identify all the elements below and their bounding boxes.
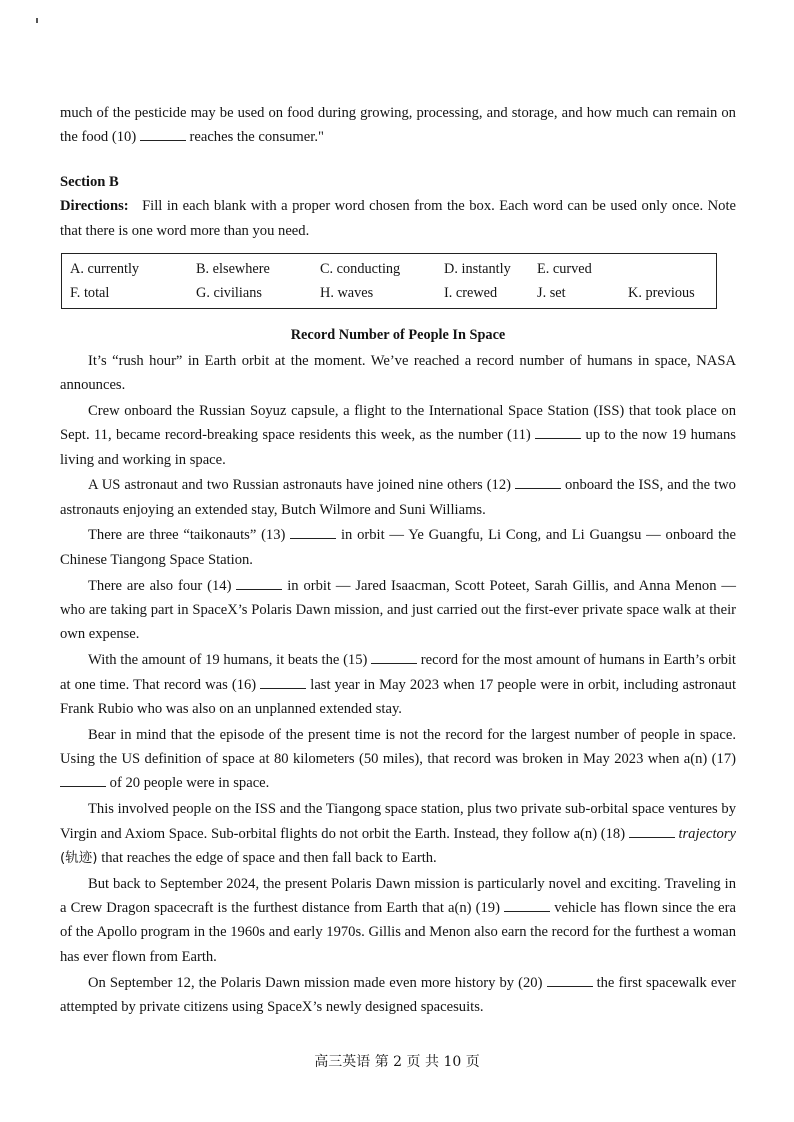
word-box-row-2	[70, 281, 716, 305]
section-title: Section B	[60, 173, 119, 190]
paragraph-4	[60, 523, 736, 572]
word-option: K. previous	[628, 285, 695, 302]
page-footer: 高三英语 第 2 页 共 10 页	[314, 1054, 480, 1070]
directions-label: Directions:	[60, 198, 129, 215]
passage-title: Record Number of People In Space	[290, 327, 506, 344]
paragraph-3-text-a: A US astronaut and two Russian astronauts have joined nine others (12)	[88, 477, 512, 494]
paragraph-9-text-a: But back to September 2024, the present Polaris Dawn mission is particularly novel and exciting. Traveling in a Crew Dragon spacecraft is the furthest distance from Earth that a(n) (19)	[60, 875, 736, 917]
paragraph-3	[60, 473, 736, 522]
paragraph-9-text-b: vehicle has flown since the era of the Apollo program in the 1960s and early 1970s. Gillis and Menon also earn the record for the furthest a woman has ever flown from Earth.	[60, 900, 737, 965]
continuation-line-2: remain on the food (10)	[60, 105, 736, 146]
paragraph-7-text-b: of 20 people were in space.	[109, 775, 270, 792]
paragraph-8	[60, 797, 736, 870]
word-option: G. civilians	[196, 285, 262, 302]
continuation-line-1: much of the pesticide may be used on food during growing, processing, and storage, and how much can	[60, 105, 673, 121]
paragraph-8-text-a: This involved people on the ISS and the Tiangong space station, plus two private sub-orbital space ventures by Virgin and Axiom Space. Sub-orbital flights do not orbit the Earth. Instead, they follow a(n) (18)	[60, 801, 736, 842]
word-option: E. curved	[537, 261, 592, 278]
blank-17[interactable]	[60, 772, 106, 787]
paragraph-3-text-b: onboard the ISS, and the two astronauts enjoying an extended stay, Butch Wilmore and Suni Williams.	[60, 477, 736, 518]
blank-11[interactable]	[535, 424, 581, 439]
blank-13[interactable]	[290, 524, 336, 539]
paragraph-1: It’s “rush hour” in Earth orbit at the moment. We’ve reached a record number of humans in space, NASA announces.	[60, 352, 736, 394]
directions-text: Fill in each blank with a proper word chosen from the box. Each word can be used only once. Note that there is one word more than you need.	[60, 198, 736, 239]
paragraph-4-text-b: in orbit — Ye Guangfu, Li Cong, and Li Guangsu — onboard the Chinese Tiangong Space Station.	[60, 527, 736, 568]
blank-10[interactable]	[140, 126, 186, 141]
term-trajectory: trajectory	[678, 825, 736, 842]
directions	[60, 194, 736, 243]
page-content	[60, 101, 736, 1019]
word-option: A. currently	[70, 261, 140, 278]
word-option: B. elsewhere	[196, 261, 270, 278]
word-option: D. instantly	[444, 261, 511, 278]
paragraph-6-text-a: With the amount of 19 humans, it beats the (15)	[88, 652, 368, 669]
word-option-empty	[628, 257, 726, 281]
word-option: C. conducting	[320, 261, 401, 278]
paragraph-10	[60, 971, 736, 1020]
paragraph-6-text-b: record for the most amount of humans in Earth’s orbit at one time. That record was (16)	[60, 652, 736, 693]
word-option: H. waves	[320, 285, 374, 302]
blank-19[interactable]	[504, 897, 550, 912]
paragraph-10-text-b: the first spacewalk ever attempted by private citizens using SpaceX’s newly designed spacesuits.	[60, 974, 736, 1015]
term-translation: (轨迹)	[60, 849, 98, 866]
paragraph-5-text-a: There are also four (14)	[88, 577, 232, 594]
continuation-line-2-end: reaches the consumer."	[189, 129, 324, 146]
paragraph-9	[60, 872, 736, 970]
paragraph-8-text-b: that reaches the edge of space and then fall back to Earth.	[101, 849, 437, 866]
paragraph-7	[60, 723, 736, 796]
blank-15[interactable]	[371, 649, 417, 664]
paragraph-5-text-b: in orbit — Jared Isaacman, Scott Poteet, Sarah Gillis, and Anna Menon — who are taking part in SpaceX’s Polaris Dawn mission, and just carried out the first-ever private space walk at their own expense.	[60, 577, 736, 643]
scan-mark	[36, 18, 38, 23]
paragraph-6	[60, 648, 736, 721]
word-option: F. total	[70, 285, 110, 302]
paragraph-2-text-b: up to the now 19 humans living and working in space.	[60, 427, 736, 468]
paragraph-10-text-a: On September 12, the Polaris Dawn mission made even more history by (20)	[88, 974, 543, 991]
blank-16[interactable]	[260, 674, 306, 689]
paragraph-2	[60, 399, 736, 472]
paragraph-7-text-a: Bear in mind that the episode of the present time is not the record for the largest number of people in space. Using the US definition of space at 80 kilometers (50 miles), that record was broken in May 2023 when a(n) (17)	[60, 726, 736, 768]
paragraph-5	[60, 574, 736, 647]
word-option: J. set	[537, 285, 566, 302]
paragraph-4-text-a: There are three “taikonauts” (13)	[88, 527, 286, 544]
blank-12[interactable]	[515, 474, 561, 489]
continuation-text	[60, 101, 736, 150]
word-box	[61, 253, 717, 309]
blank-18[interactable]	[629, 823, 675, 838]
blank-14[interactable]	[236, 575, 282, 590]
paragraph-6-text-c: last year in May 2023 when 17 people were in orbit, including astronaut Frank Rubio who was also on an unplanned extended stay.	[60, 676, 737, 717]
word-option: I. crewed	[444, 285, 498, 302]
word-box-row-1	[70, 257, 716, 281]
blank-20[interactable]	[547, 972, 593, 987]
paragraph-2-text-a: Crew onboard the Russian Soyuz capsule, a flight to the International Space Station (ISS) that took place on Sept. 11, became record-breaking space residents this week, as the number (11)	[60, 402, 736, 444]
